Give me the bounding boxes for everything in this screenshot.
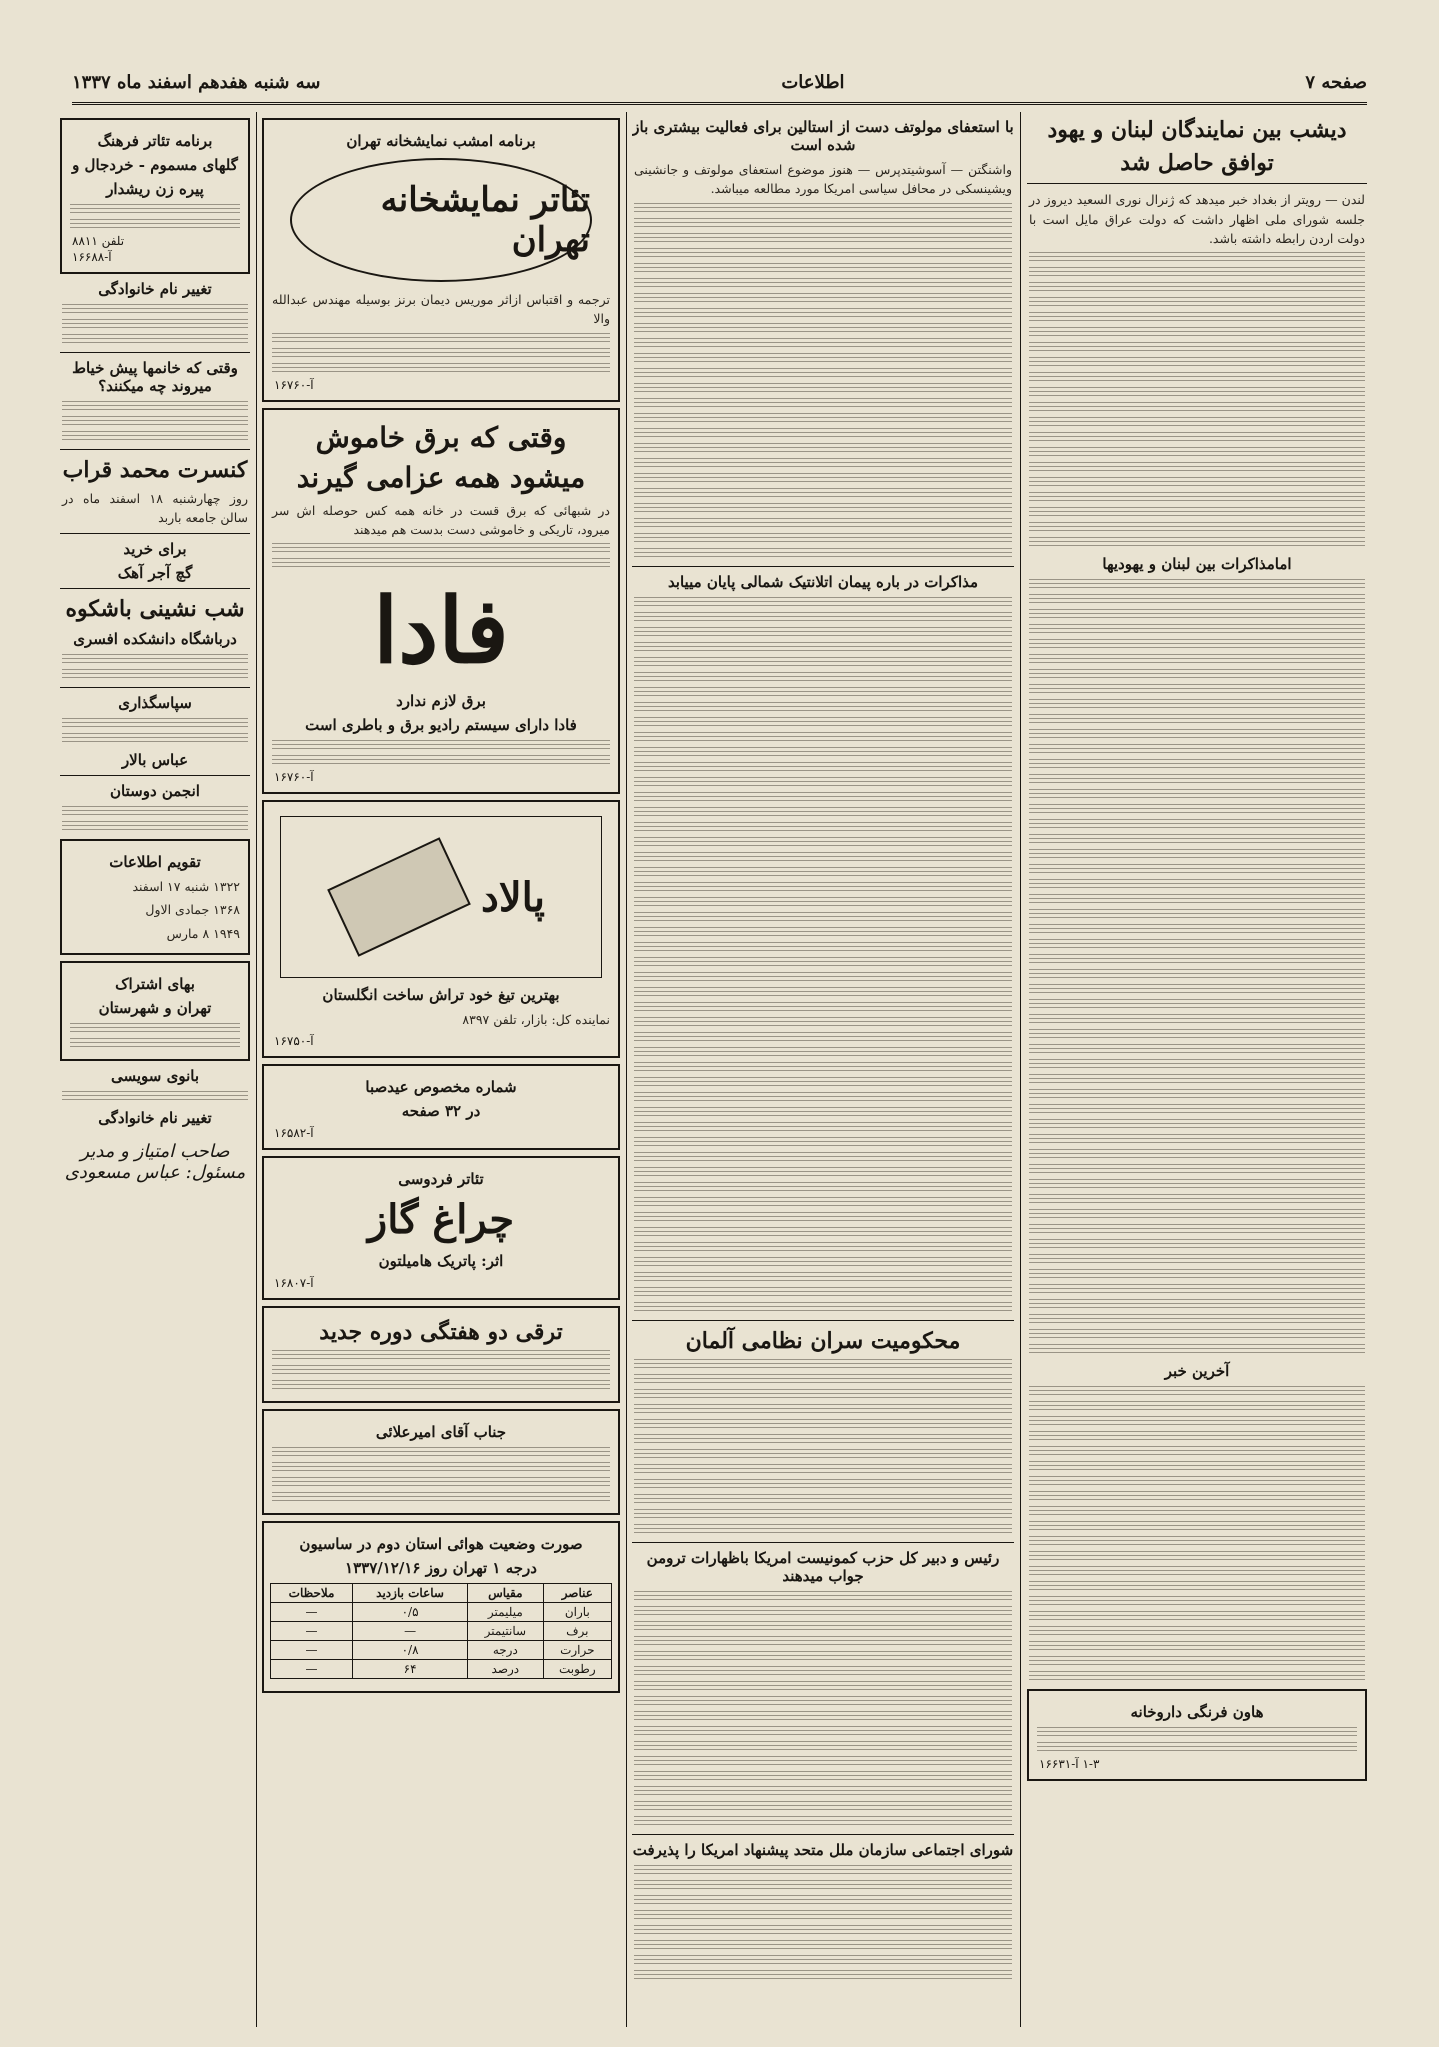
article-body: واشنگتن — آسوشیتدپرس — هنوز موضوع استعفای مولوتف و جانشینی ویشینسکی در محافل سیاسی امریکا مورد مطالعه میباشد. — [634, 162, 1012, 197]
farhang-play-1: گلهای مسموم - خردجال و — [72, 156, 238, 174]
buy-head: برای خرید — [123, 540, 187, 559]
calendar-row: ۱۳۲۲ شنبه ۱۷ اسفند — [132, 878, 240, 894]
party-title: شب نشینی باشکوه — [65, 596, 245, 623]
table-row: برف سانتیمتر — — — [271, 1622, 612, 1641]
weather-subtitle: درجه ۱ تهران روز ۱۳۳۷/۱۲/۱۶ — [345, 1559, 537, 1578]
headline-lebanon-2: توافق حاصل شد — [1120, 149, 1274, 176]
ref-fada: آ-۱۶۷۶۰ — [274, 770, 314, 785]
palad-agent: نماینده کل: بازار، تلفن ۸۳۹۷ — [462, 1012, 610, 1028]
ferdowsi-theatre: تئاتر فردوسی — [398, 1169, 484, 1188]
fada-tagline-1: برق لازم ندارد — [396, 692, 486, 711]
theatre-program-title: برنامه امشب نمایشخانه تهران — [346, 132, 536, 150]
weather-header: عناصر — [543, 1584, 611, 1603]
weather-header: مقیاس — [468, 1584, 544, 1603]
fada-tagline-2: فادا دارای سیستم رادیو برق و باطری است — [305, 716, 577, 735]
women-tailor-ad: وقتی که خانمها پیش خیاط میروند چه میکنند؟ — [72, 359, 238, 395]
palad-brand: پالاد — [481, 873, 545, 921]
headline-communist-party: رئیس و دبیر کل حزب کمونیست امریکا باظهارات ترومن جواب میدهند — [646, 1549, 1000, 1586]
theatre-logo: تئاتر نمایشخانه تهران — [290, 158, 592, 282]
theatre-program-text: ترجمه و اقتباس ازاثر موریس دیمان برنز بوسیله مهندس عبدالله والا — [272, 292, 610, 327]
buy-items: گچ آجر آهک — [117, 564, 193, 583]
subhead-latest: آخرین خبر — [1164, 1362, 1230, 1381]
headline-lebanon-1: دیشب بین نمایندگان لبنان و یهود — [1047, 117, 1347, 143]
weather-title: صورت وضعیت هوائی استان دوم در ساسیون — [299, 1535, 583, 1554]
table-row: باران میلیمتر ۰/۵ — — [271, 1603, 612, 1622]
weather-table — [270, 1583, 612, 1679]
subscription-title: بهای اشتراک — [115, 975, 195, 994]
headline-atlantic: مذاکرات در باره پیمان اتلانتیک شمالی پایان مییابد — [667, 572, 979, 591]
column-3 — [262, 112, 627, 2027]
fada-brand: فادا — [373, 578, 509, 685]
ad-ref: ۱-۳ آ-۱۶۶۳۱ — [1039, 1757, 1100, 1772]
calendar-title: تقویم اطلاعات — [109, 852, 201, 871]
amir-alaei: جناب آقای امیرعلائی — [375, 1423, 507, 1442]
subhead-negotiations: امامذاکرات بین لبنان و یهودیها — [1102, 555, 1292, 574]
headline-un-council: شورای اجتماعی سازمان ملل متحد پیشنهاد امریکا را پذیرفت — [632, 1841, 1014, 1860]
table-row: حرارت درجه ۰/۸ — — [271, 1641, 612, 1660]
weather-header: ساعات بازدید — [353, 1584, 468, 1603]
column-2 — [632, 112, 1021, 2027]
name-change-2: تغییر نام خانوادگی — [98, 1109, 212, 1128]
razor-blade-icon — [327, 838, 471, 957]
calendar-row: ۱۳۶۸ جمادی الاول — [145, 902, 240, 918]
subscription-city: تهران و شهرستان — [98, 999, 212, 1018]
paper-name: اطلاعات — [781, 71, 845, 93]
thanks-notice: سپاسگذاری — [118, 693, 192, 712]
name-change-notice: تغییر نام خانوادگی — [98, 280, 212, 298]
article-opening: لندن — رویتر از بغداد خبر میدهد که ژنرال نوری السعید دیروز در جلسه شورای ملی اظهار داشت که دولت عراق مایل است با دولت اردن رابطه داشته باشد. — [1029, 192, 1365, 246]
column-1 — [1027, 112, 1367, 2027]
weather-header: ملاحظات — [271, 1584, 353, 1603]
concert-date: روز چهارشنبه ۱۸ اسفند ماه در سالن جامعه باربد — [62, 490, 248, 525]
headline-molotov: با استعفای مولوتف دست از استالین برای فعالیت بیشتری باز شده است — [632, 118, 1014, 154]
farhang-play-2: پیره زن ریشدار — [106, 180, 204, 198]
palad-text: بهترین تیغ خود تراش ساخت انگلستان — [322, 986, 560, 1005]
page-number: صفحه ۷ — [1305, 71, 1367, 93]
column-4 — [60, 112, 257, 2027]
play-gaslight: چراغ گاز — [367, 1195, 515, 1243]
taraghi-headline: ترقی دو هفتگی دوره جدید — [319, 1318, 563, 1345]
ref-theatre: آ-۱۶۷۶۰ — [274, 377, 314, 392]
calendar-row: ۱۹۴۹ ۸ مارس — [166, 925, 240, 941]
issue-date: سه شنبه هفدهم اسفند ماه ۱۳۳۷ — [72, 71, 321, 93]
farhang-phone: تلفن ۸۸۱۱ — [72, 234, 125, 248]
fada-text: در شبهائی که برق قست در خانه همه کس حوصله اش سر میرود، تاریکی و خاموشی دست بدست هم میدهند — [272, 502, 610, 537]
ref-farhang: آ-۱۶۶۸۸ — [72, 250, 112, 264]
thanks-signer: عباس بالار — [121, 750, 189, 769]
special-issue-pages: در ۳۲ صفحه — [401, 1101, 481, 1120]
friends-society: انجمن دوستان — [110, 781, 200, 800]
special-issue: شماره مخصوص عیدصبا — [365, 1077, 517, 1096]
play-author: اثر: پاتریک هامیلتون — [378, 1251, 504, 1270]
ad-pharmacy: هاون فرنگی داروخانه — [1130, 1703, 1264, 1722]
fada-headline-1: وقتی که برق خاموش — [315, 420, 567, 454]
swiss-lady: بانوی سویسی — [110, 1067, 199, 1086]
party-place: درباشگاه دانشکده افسری — [73, 629, 237, 648]
ref-special: آ-۱۶۵۸۲ — [274, 1125, 314, 1140]
ref-ferdowsi: آ-۱۶۸۰۷ — [274, 1275, 314, 1290]
ref-palad: آ-۱۶۷۵۰ — [274, 1033, 314, 1048]
concert-title: کنسرت محمد قراب — [62, 457, 248, 483]
headline-german-generals: محکومیت سران نظامی آلمان — [685, 1327, 961, 1354]
fada-headline-2: میشود همه عزامی گیرند — [296, 461, 586, 495]
publisher-signature: صاحب امتیاز و مدیر مسئول: عباس مسعودی — [64, 1141, 246, 1184]
table-row: رطوبت درصد ۶۴ — — [271, 1660, 612, 1679]
farhang-theatre: برنامه تئاتر فرهنگ — [97, 132, 213, 150]
